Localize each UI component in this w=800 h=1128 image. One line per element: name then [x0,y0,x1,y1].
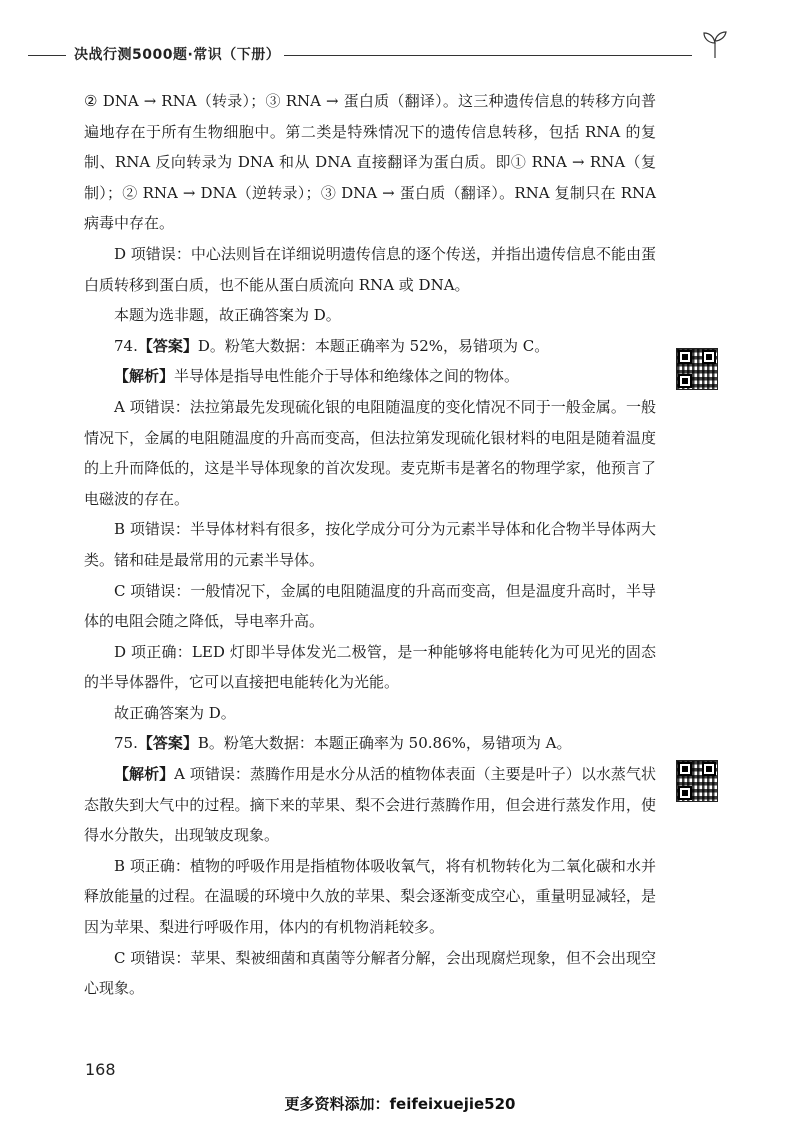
paragraph-8 [84,637,656,698]
paragraph-text: 本题为选非题，故正确答案为 D。 [114,306,341,325]
paragraph-text: 故正确答案为 D。 [114,703,236,722]
question-74-answer [84,331,656,362]
question-75-answer [84,728,656,759]
page-header [0,28,800,68]
analysis-tag: 【解析】 [114,367,175,386]
book-title: 决战行测5000题·常识（下册） [74,47,281,63]
paragraph-0 [84,86,656,239]
sprout-leaf-icon [700,28,730,60]
qr-code-icon[interactable] [676,760,718,802]
paragraph-text: C 项错误：一般情况下，金属的电阻随温度的升高而变高，但是温度升高时，半导体的电阻会随之降低，导电率升高。 [84,581,656,631]
question-number: 75. [114,734,138,753]
paragraph-text: C 项错误：苹果、梨被细菌和真菌等分解者分解，会出现腐烂现象，但不会出现空心现象。 [84,948,656,998]
paragraph-text: ② DNA → RNA（转录）；③ RNA → 蛋白质（翻译）。这三种遗传信息的转移方向普遍地存在于所有生物细胞中。第二类是特殊情况下的遗传信息转移，包括 RNA 的复制、RNA 反向转录为 DNA 和从 DNA 直接翻译为蛋白质。即① RNA → RNA（复制）；② RNA → DNA（逆转录）；③ DNA → 蛋白质（翻译）。RNA 复制只在 RNA 病毒中存在。 [84,92,656,233]
paragraph-text: D。粉笔大数据：本题正确率为 52%，易错项为 C。 [197,336,550,355]
page-number: 168 [85,1060,116,1079]
paragraph-text: D 项正确：LED 灯即半导体发光二极管，是一种能够将电能转化为可见光的固态的半导体器件，它可以直接把电能转化为光能。 [84,642,656,692]
paragraph-5 [84,392,656,514]
qr-code-icon[interactable] [676,348,718,390]
paragraph-text: 半导体是指导电性能介于导体和绝缘体之间的物体。 [174,367,520,386]
question-number: 74. [114,336,138,355]
header-rule-right [284,55,692,56]
qr-finder [678,374,692,388]
qr-finder [678,350,692,364]
answer-tag: 【答案】 [137,734,198,753]
paragraph-text: D 项错误：中心法则旨在详细说明遗传信息的逐个传送，并指出遗传信息不能由蛋白质转移到蛋白质，也不能从蛋白质流向 RNA 或 DNA。 [84,244,656,294]
paragraph-text: B 项正确：植物的呼吸作用是指植物体吸收氧气，将有机物转化为二氧化碳和水并释放能量的过程。在温暖的环境中久放的苹果、梨会逐渐变成空心，重量明显减轻，是因为苹果、梨进行呼吸作用，体内的有机物消耗较多。 [84,856,656,937]
paragraph-6 [84,514,656,575]
paragraph-text: B。粉笔大数据：本题正确率为 50.86%，易错项为 A。 [197,734,572,753]
paragraph-text: B 项错误：半导体材料有很多，按化学成分可分为元素半导体和化合物半导体两大类。锗和硅是最常用的元素半导体。 [84,520,656,569]
paragraph-text: A 项错误：蒸腾作用是水分从活的植物体表面（主要是叶子）以水蒸气状态散失到大气中的过程。摘下来的苹果、梨不会进行蒸腾作用，但会进行蒸发作用，使得水分散失，出现皱皮现象。 [84,765,656,845]
paragraph-12 [84,851,656,943]
paragraph-13 [84,943,656,1004]
paragraph-2 [84,300,656,331]
footer-contact-note: 更多资料添加：feifeixuejie520 [284,1095,516,1113]
qr-finder [678,786,692,800]
qr-finder [702,350,716,364]
paragraph-text: A 项错误：法拉第最先发现硫化银的电阻随温度的变化情况不同于一般金属。一般情况下，金属的电阻随温度的升高而变高，但法拉第发现硫化银材料的电阻是随着温度的上升而降低的，这是半导体现象的首次发现。麦克斯韦是著名的物理学家，他预言了电磁波的存在。 [84,397,656,508]
question-74-analysis [84,361,656,392]
paragraph-9 [84,698,656,729]
question-75-analysis [84,759,656,851]
qr-finder [678,762,692,776]
answer-tag: 【答案】 [137,336,198,355]
paragraph-7 [84,576,656,637]
paragraph-1 [84,239,656,300]
analysis-tag: 【解析】 [114,765,175,784]
header-rule-left [28,55,66,56]
answer-explanation-body [84,86,656,1004]
qr-finder [702,762,716,776]
